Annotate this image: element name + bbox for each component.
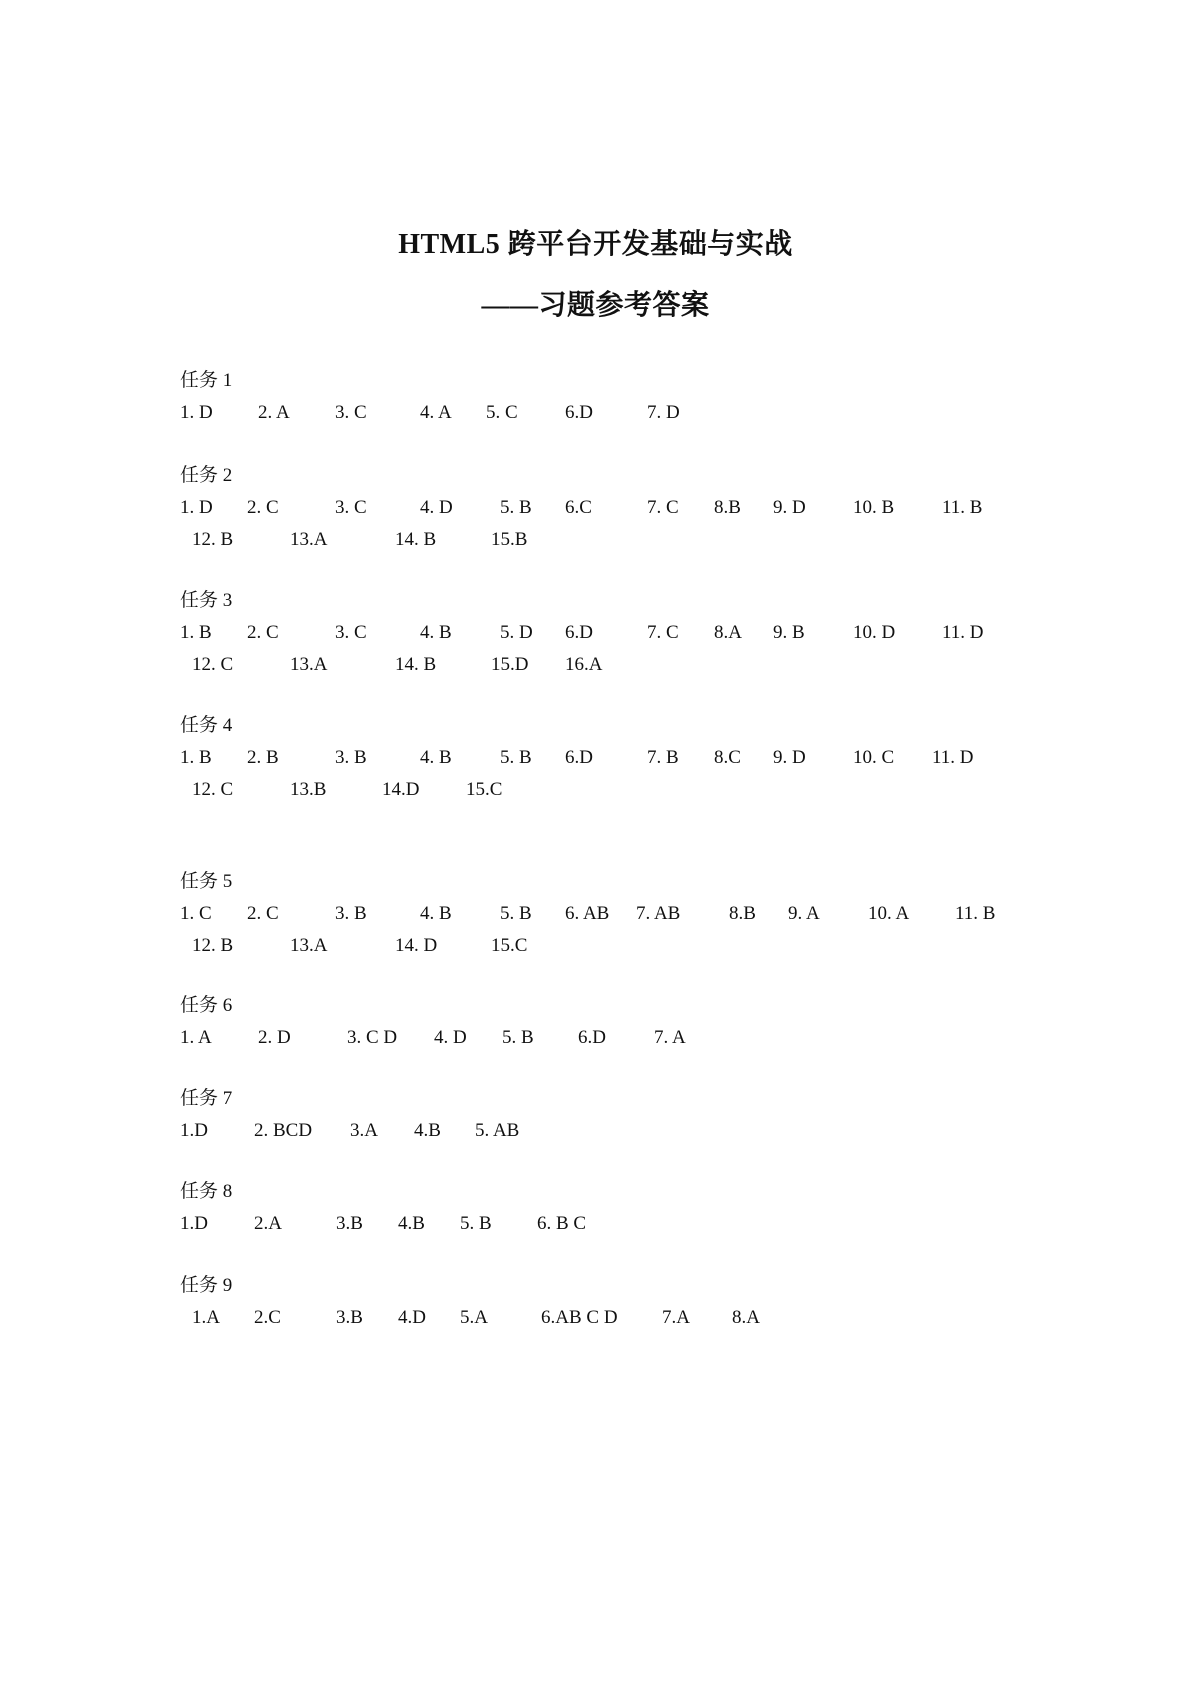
document-title: HTML5 跨平台开发基础与实战 (398, 229, 793, 260)
answer-item: 10. B (853, 497, 895, 518)
answer-item: 13.A (290, 935, 328, 956)
answer-item: 2.C (254, 1307, 281, 1328)
answer-item: 1.A (192, 1307, 220, 1328)
answer-row (180, 1208, 1080, 1240)
answer-item: 7. C (647, 497, 679, 518)
answer-item: 7. D (647, 402, 680, 423)
answer-row (180, 742, 1080, 774)
answer-item: 3.B (336, 1307, 363, 1328)
answer-item: 6.D (565, 622, 593, 643)
task-section (180, 866, 1080, 962)
answer-item: 1. D (180, 497, 213, 518)
answer-item: 1. B (180, 747, 212, 768)
answer-item: 8.B (714, 497, 741, 518)
answer-row (180, 774, 1080, 806)
answer-item: 7. B (647, 747, 679, 768)
answer-item: 13.B (290, 779, 327, 800)
answer-row (180, 930, 1080, 962)
answer-item: 2. D (258, 1027, 291, 1048)
task-section (180, 585, 1080, 681)
answer-item: 12. C (192, 779, 234, 800)
task-section (180, 990, 1080, 1054)
answer-item: 4.D (398, 1307, 426, 1328)
answer-item: 1. C (180, 903, 212, 924)
answer-item: 11. D (932, 747, 974, 768)
answer-item: 6. B C (537, 1213, 587, 1234)
answer-item: 4. B (420, 903, 452, 924)
task-heading: 任务 3 (180, 590, 233, 611)
answer-item: 15.C (466, 779, 503, 800)
answer-item: 6.C (565, 497, 592, 518)
answer-item: 13.A (290, 529, 328, 550)
answer-item: 16.A (565, 654, 603, 675)
answer-item: 3. C (335, 497, 367, 518)
task-heading: 任务 1 (180, 370, 233, 391)
answer-item: 2. BCD (254, 1120, 313, 1141)
answer-item: 4. B (420, 747, 452, 768)
answer-item: 7. AB (636, 903, 681, 924)
answer-item: 8.A (714, 622, 742, 643)
answer-row (180, 397, 1080, 429)
answer-item: 14. B (395, 529, 437, 550)
answer-item: 5. B (502, 1027, 534, 1048)
answer-item: 5. B (500, 497, 532, 518)
answer-item: 13.A (290, 654, 328, 675)
answer-item: 1.D (180, 1213, 208, 1234)
answer-item: 1. A (180, 1027, 212, 1048)
answer-item: 9. A (788, 903, 820, 924)
answer-row (180, 898, 1080, 930)
answer-item: 15.C (491, 935, 528, 956)
task-section (180, 1176, 1080, 1240)
answer-item: 6.D (565, 747, 593, 768)
answer-item: 5. C (486, 402, 518, 423)
answer-item: 12. C (192, 654, 234, 675)
answer-item: 1. D (180, 402, 213, 423)
answer-item: 5. B (460, 1213, 492, 1234)
answer-row (180, 1022, 1080, 1054)
answer-item: 14. B (395, 654, 437, 675)
answer-item: 6. AB (565, 903, 610, 924)
answer-item: 15.B (491, 529, 528, 550)
answer-item: 2. C (247, 497, 279, 518)
answer-item: 4.B (414, 1120, 441, 1141)
answer-item: 3.B (336, 1213, 363, 1234)
task-heading: 任务 6 (180, 995, 233, 1016)
answer-item: 3.A (350, 1120, 378, 1141)
answer-item: 2.A (254, 1213, 282, 1234)
answer-item: 5. B (500, 903, 532, 924)
answer-item: 3. C (335, 622, 367, 643)
answer-item: 10. C (853, 747, 895, 768)
answer-item: 8.B (729, 903, 756, 924)
answer-item: 7.A (662, 1307, 690, 1328)
task-section (180, 365, 1080, 429)
answer-item: 5.A (460, 1307, 488, 1328)
answer-item: 9. B (773, 622, 805, 643)
answer-item: 12. B (192, 529, 234, 550)
answer-item: 15.D (491, 654, 529, 675)
answer-item: 2. C (247, 903, 279, 924)
answer-item: 9. D (773, 497, 806, 518)
answer-item: 5. D (500, 622, 533, 643)
task-section (180, 1083, 1080, 1147)
answer-item: 2. B (247, 747, 279, 768)
task-section (180, 1270, 1080, 1334)
answer-row (180, 617, 1080, 649)
task-heading: 任务 2 (180, 465, 233, 486)
answer-item: 11. B (942, 497, 983, 518)
answer-row (180, 1302, 1080, 1334)
answer-item: 6.D (578, 1027, 606, 1048)
answer-item: 4. D (434, 1027, 467, 1048)
answer-item: 4. B (420, 622, 452, 643)
answer-item: 3. C (335, 402, 367, 423)
answer-item: 11. D (942, 622, 984, 643)
task-heading: 任务 5 (180, 871, 233, 892)
answer-item: 9. D (773, 747, 806, 768)
answer-item: 5. AB (475, 1120, 520, 1141)
answer-item: 10. D (853, 622, 896, 643)
answer-item: 4. A (420, 402, 452, 423)
answer-row (180, 1115, 1080, 1147)
answer-item: 12. B (192, 935, 234, 956)
answer-item: 6.D (565, 402, 593, 423)
document-subtitle: ——习题参考答案 (481, 290, 710, 321)
answer-item: 14. D (395, 935, 438, 956)
task-heading: 任务 4 (180, 715, 233, 736)
answer-item: 3. B (335, 747, 367, 768)
answer-item: 1.D (180, 1120, 208, 1141)
answer-item: 4. D (420, 497, 453, 518)
task-heading: 任务 9 (180, 1275, 233, 1296)
answer-item: 3. C D (347, 1027, 398, 1048)
answer-item: 6.AB C D (541, 1307, 618, 1328)
answer-row (180, 492, 1080, 524)
answer-item: 14.D (382, 779, 420, 800)
answer-item: 3. B (335, 903, 367, 924)
answer-item: 7. A (654, 1027, 686, 1048)
answer-item: 2. C (247, 622, 279, 643)
answer-item: 4.B (398, 1213, 425, 1234)
answer-item: 2. A (258, 402, 290, 423)
answer-item: 5. B (500, 747, 532, 768)
answer-item: 8.A (732, 1307, 760, 1328)
answer-row (180, 524, 1080, 556)
task-section (180, 460, 1080, 556)
task-section (180, 710, 1080, 806)
task-heading: 任务 7 (180, 1088, 233, 1109)
task-heading: 任务 8 (180, 1181, 233, 1202)
answer-row (180, 649, 1080, 681)
answer-item: 8.C (714, 747, 741, 768)
answer-item: 11. B (955, 903, 996, 924)
answer-item: 1. B (180, 622, 212, 643)
answer-item: 10. A (868, 903, 910, 924)
answer-item: 7. C (647, 622, 679, 643)
